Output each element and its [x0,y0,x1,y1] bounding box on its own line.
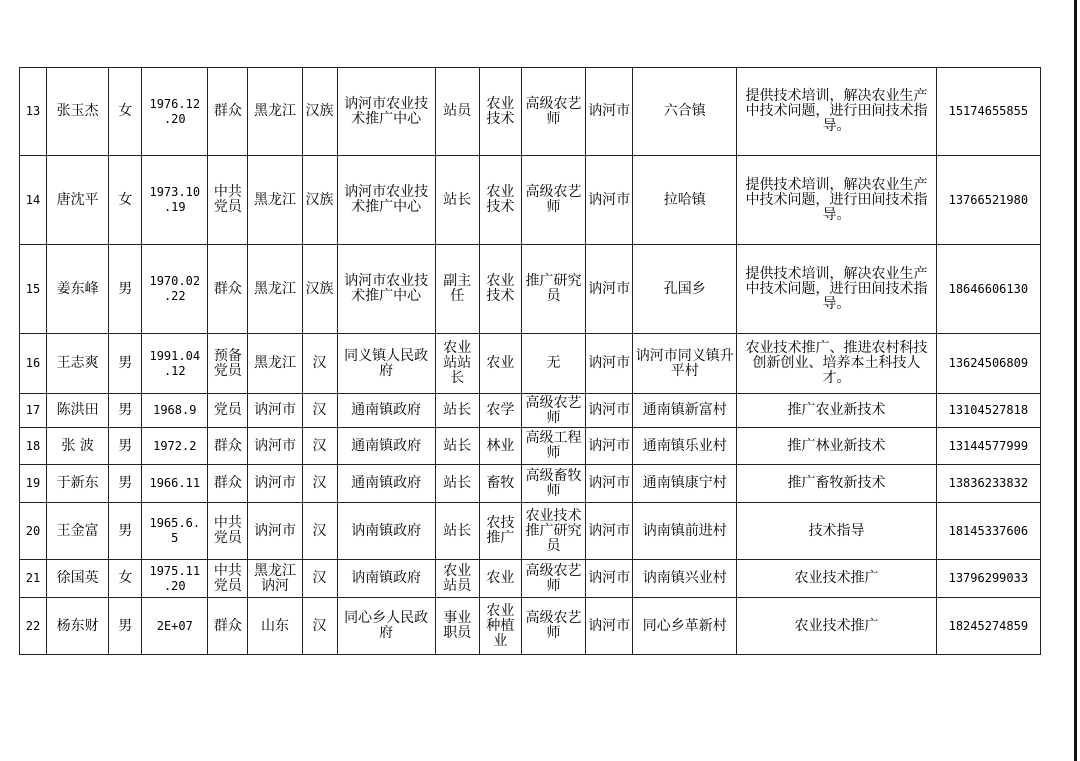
cell-title: 高级农艺师 [521,156,585,245]
cell-gender: 男 [109,598,142,655]
cell-gender: 男 [109,503,142,560]
table-row [20,560,1041,598]
cell-phone: 13766521980 [936,156,1040,245]
cell-unit: 讷南镇政府 [337,560,435,598]
cell-duty: 推广林业新技术 [737,428,936,465]
cell-title: 高级农艺师 [521,394,585,428]
cell-position: 站员 [435,68,479,156]
personnel-table [19,67,1041,655]
cell-birth: 1968.9 [142,394,208,428]
cell-title: 无 [521,334,585,394]
cell-gender: 男 [109,428,142,465]
table-row [20,428,1041,465]
cell-no: 17 [20,394,47,428]
cell-phone: 13104527818 [936,394,1040,428]
cell-area: 拉哈镇 [633,156,737,245]
cell-birth: 2E+07 [142,598,208,655]
cell-unit: 讷河市农业技术推广中心 [337,245,435,334]
cell-native: 黑龙江 [248,245,302,334]
cell-name: 徐国英 [47,560,109,598]
cell-field: 农学 [479,394,521,428]
cell-no: 19 [20,465,47,503]
cell-field: 畜牧 [479,465,521,503]
cell-field: 农业种植业 [479,598,521,655]
cell-area: 通南镇新富村 [633,394,737,428]
cell-duty: 农业技术推广、推进农村科技创新创业、培养本土科技人才。 [737,334,936,394]
cell-political: 群众 [208,598,248,655]
cell-name: 于新东 [47,465,109,503]
cell-phone: 13624506809 [936,334,1040,394]
table-row [20,598,1041,655]
cell-city: 讷河市 [586,334,633,394]
cell-gender: 女 [109,156,142,245]
cell-city: 讷河市 [586,598,633,655]
cell-city: 讷河市 [586,560,633,598]
cell-position: 副主任 [435,245,479,334]
cell-duty: 技术指导 [737,503,936,560]
cell-duty: 农业技术推广 [737,598,936,655]
cell-area: 讷南镇前进村 [633,503,737,560]
cell-phone: 18646606130 [936,245,1040,334]
cell-native: 黑龙江 [248,156,302,245]
cell-gender: 男 [109,245,142,334]
cell-no: 13 [20,68,47,156]
table-row [20,245,1041,334]
cell-native: 讷河市 [248,503,302,560]
cell-political: 群众 [208,465,248,503]
cell-unit: 通南镇政府 [337,428,435,465]
cell-field: 林业 [479,428,521,465]
cell-name: 张 波 [47,428,109,465]
cell-unit: 通南镇政府 [337,465,435,503]
cell-birth: 1970.02 .22 [142,245,208,334]
cell-field: 农业技术 [479,68,521,156]
cell-gender: 男 [109,465,142,503]
cell-area: 通南镇康宁村 [633,465,737,503]
cell-city: 讷河市 [586,156,633,245]
cell-area: 通南镇乐业村 [633,428,737,465]
cell-native: 山东 [248,598,302,655]
cell-area: 六合镇 [633,68,737,156]
right-edge-rule [1074,0,1077,761]
cell-name: 王志爽 [47,334,109,394]
cell-ethnicity: 汉 [302,465,337,503]
cell-position: 站长 [435,428,479,465]
cell-duty: 推广农业新技术 [737,394,936,428]
cell-name: 姜东峰 [47,245,109,334]
cell-city: 讷河市 [586,503,633,560]
cell-field: 农业技术 [479,156,521,245]
cell-field: 农业技术 [479,245,521,334]
cell-ethnicity: 汉族 [302,245,337,334]
cell-phone: 18145337606 [936,503,1040,560]
cell-phone: 15174655855 [936,68,1040,156]
cell-area: 同心乡革新村 [633,598,737,655]
cell-ethnicity: 汉 [302,428,337,465]
cell-duty: 农业技术推广 [737,560,936,598]
cell-field: 农业 [479,560,521,598]
cell-political: 党员 [208,394,248,428]
cell-native: 黑龙江 [248,334,302,394]
cell-duty: 提供技术培训，解决农业生产中技术问题，进行田间技术指导。 [737,68,936,156]
cell-field: 农业 [479,334,521,394]
cell-birth: 1966.11 [142,465,208,503]
cell-title: 高级畜牧师 [521,465,585,503]
cell-title: 高级农艺师 [521,598,585,655]
cell-duty: 提供技术培训，解决农业生产中技术问题，进行田间技术指导。 [737,245,936,334]
cell-gender: 女 [109,68,142,156]
table-row [20,68,1041,156]
cell-duty: 推广畜牧新技术 [737,465,936,503]
cell-title: 高级农艺师 [521,68,585,156]
cell-unit: 同心乡人民政府 [337,598,435,655]
cell-position: 农业站员 [435,560,479,598]
cell-birth: 1973.10 .19 [142,156,208,245]
cell-area: 讷南镇兴业村 [633,560,737,598]
cell-unit: 讷河市农业技术推广中心 [337,68,435,156]
table-row [20,394,1041,428]
cell-political: 群众 [208,68,248,156]
cell-no: 15 [20,245,47,334]
cell-native: 讷河市 [248,465,302,503]
cell-gender: 女 [109,560,142,598]
cell-ethnicity: 汉 [302,598,337,655]
cell-no: 21 [20,560,47,598]
cell-birth: 1976.12 .20 [142,68,208,156]
cell-city: 讷河市 [586,245,633,334]
cell-name: 唐沈平 [47,156,109,245]
cell-position: 站长 [435,465,479,503]
cell-position: 事业职员 [435,598,479,655]
cell-title: 推广研究员 [521,245,585,334]
cell-native: 讷河市 [248,428,302,465]
cell-political: 群众 [208,428,248,465]
cell-ethnicity: 汉 [302,560,337,598]
cell-city: 讷河市 [586,465,633,503]
cell-phone: 13836233832 [936,465,1040,503]
cell-political: 中共党员 [208,560,248,598]
cell-name: 王金富 [47,503,109,560]
cell-position: 农业站站长 [435,334,479,394]
cell-political: 中共党员 [208,503,248,560]
cell-ethnicity: 汉 [302,334,337,394]
table-row [20,465,1041,503]
cell-phone: 18245274859 [936,598,1040,655]
cell-native: 黑龙江 [248,68,302,156]
cell-birth: 1991.04 .12 [142,334,208,394]
table-row [20,503,1041,560]
cell-unit: 通南镇政府 [337,394,435,428]
table-row [20,156,1041,245]
cell-gender: 男 [109,394,142,428]
cell-birth: 1972.2 [142,428,208,465]
cell-native: 黑龙江讷河 [248,560,302,598]
cell-area: 孔国乡 [633,245,737,334]
cell-ethnicity: 汉 [302,394,337,428]
cell-position: 站长 [435,394,479,428]
cell-city: 讷河市 [586,428,633,465]
cell-political: 中共党员 [208,156,248,245]
cell-name: 张玉杰 [47,68,109,156]
cell-duty: 提供技术培训，解决农业生产中技术问题，进行田间技术指导。 [737,156,936,245]
cell-city: 讷河市 [586,394,633,428]
cell-political: 群众 [208,245,248,334]
cell-title: 高级工程师 [521,428,585,465]
cell-area: 讷河市同义镇升平村 [633,334,737,394]
cell-title: 高级农艺师 [521,560,585,598]
cell-ethnicity: 汉 [302,503,337,560]
cell-no: 18 [20,428,47,465]
cell-city: 讷河市 [586,68,633,156]
cell-title: 农业技术推广研究员 [521,503,585,560]
cell-position: 站长 [435,503,479,560]
cell-birth: 1975.11 .20 [142,560,208,598]
cell-native: 讷河市 [248,394,302,428]
cell-ethnicity: 汉族 [302,68,337,156]
cell-phone: 13796299033 [936,560,1040,598]
cell-name: 杨东财 [47,598,109,655]
cell-unit: 讷南镇政府 [337,503,435,560]
cell-gender: 男 [109,334,142,394]
cell-no: 22 [20,598,47,655]
cell-birth: 1965.6. 5 [142,503,208,560]
cell-phone: 13144577999 [936,428,1040,465]
cell-field: 农技推广 [479,503,521,560]
cell-unit: 讷河市农业技术推广中心 [337,156,435,245]
cell-no: 14 [20,156,47,245]
cell-political: 预备党员 [208,334,248,394]
cell-name: 陈洪田 [47,394,109,428]
cell-no: 16 [20,334,47,394]
table-row [20,334,1041,394]
cell-ethnicity: 汉族 [302,156,337,245]
cell-no: 20 [20,503,47,560]
cell-unit: 同义镇人民政府 [337,334,435,394]
cell-position: 站长 [435,156,479,245]
